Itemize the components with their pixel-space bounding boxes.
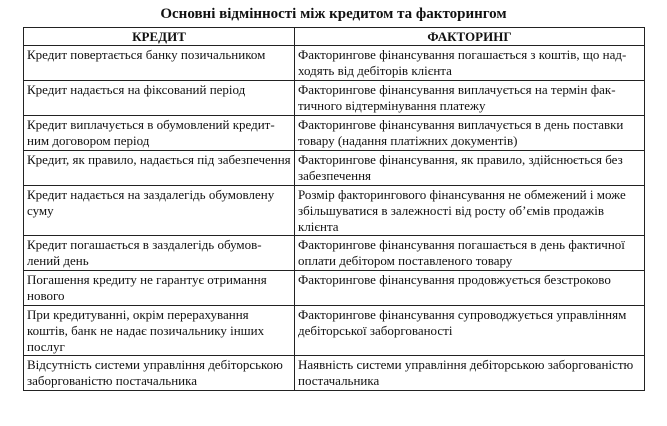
credit-cell — [24, 186, 295, 236]
factoring-cell — [295, 356, 645, 391]
factoring-cell — [295, 151, 645, 186]
cell-text: Кредит повертається банку позичальником — [27, 47, 266, 62]
factoring-cell — [295, 46, 645, 81]
comparison-table — [23, 27, 645, 391]
table-row — [24, 271, 645, 306]
factoring-cell — [295, 306, 645, 356]
factoring-cell — [295, 236, 645, 271]
cell-text: Кредит погашається в заздалегідь обумов-лений день — [27, 237, 262, 268]
column-header-factoring: ФАКТОРИНГ — [295, 28, 645, 46]
table-row — [24, 356, 645, 391]
cell-text: Факторингове фінансування супроводжується управлінням дебіторської заборгованості — [298, 307, 627, 338]
credit-cell — [24, 356, 295, 391]
credit-cell — [24, 81, 295, 116]
table-row — [24, 46, 645, 81]
table-row — [24, 116, 645, 151]
page-title: Основні відмінності між кредитом та факторингом — [160, 6, 507, 22]
credit-cell — [24, 46, 295, 81]
table-row — [24, 186, 645, 236]
cell-text: Відсутність системи управління дебіторською заборгованістю постачальника — [27, 357, 283, 388]
factoring-cell — [295, 186, 645, 236]
table-header-row — [24, 28, 645, 46]
table-row — [24, 236, 645, 271]
factoring-cell — [295, 116, 645, 151]
cell-text: Факторингове фінансування виплачується в день поставки товару (надання платіжних документів) — [298, 117, 624, 148]
cell-text: Факторингове фінансування, як правило, здійснюється без забезпечення — [298, 152, 623, 183]
cell-text: Кредит надається на заздалегідь обумовлену суму — [27, 187, 275, 218]
cell-text: Кредит надається на фіксований період — [27, 82, 246, 97]
credit-cell — [24, 306, 295, 356]
factoring-cell — [295, 81, 645, 116]
cell-text: Розмір факторингового фінансування не обмежений і може збільшуватися в залежності від росту об’ємів продажів клієнта — [298, 187, 626, 234]
cell-text: При кредитуванні, окрім перерахування коштів, банк не надає позичальнику інших послуг — [27, 307, 265, 354]
cell-text: Погашення кредиту не гарантує отримання нового — [27, 272, 267, 303]
factoring-cell — [295, 271, 645, 306]
column-header-credit: КРЕДИТ — [24, 28, 295, 46]
credit-cell — [24, 151, 295, 186]
cell-text: Кредит, як правило, надається під забезпечення — [27, 152, 291, 167]
table-row — [24, 306, 645, 356]
cell-text: Факторингове фінансування погашається з коштів, що над-ходять від дебіторів клієнта — [298, 47, 627, 78]
cell-text: Факторингове фінансування погашається в день фактичної оплати дебітором поставленого товару — [298, 237, 625, 268]
cell-text: Факторингове фінансування виплачується на термін фак-тичного відтермінування платежу — [298, 82, 616, 113]
table-row — [24, 81, 645, 116]
cell-text: Факторингове фінансування продовжується безстроково — [298, 272, 611, 287]
cell-text: Кредит виплачується в обумовлений кредит-ним договором період — [27, 117, 275, 148]
cell-text: Наявність системи управління дебіторською заборгованістю постачальника — [298, 357, 634, 388]
credit-cell — [24, 236, 295, 271]
table-row — [24, 151, 645, 186]
credit-cell — [24, 116, 295, 151]
credit-cell — [24, 271, 295, 306]
